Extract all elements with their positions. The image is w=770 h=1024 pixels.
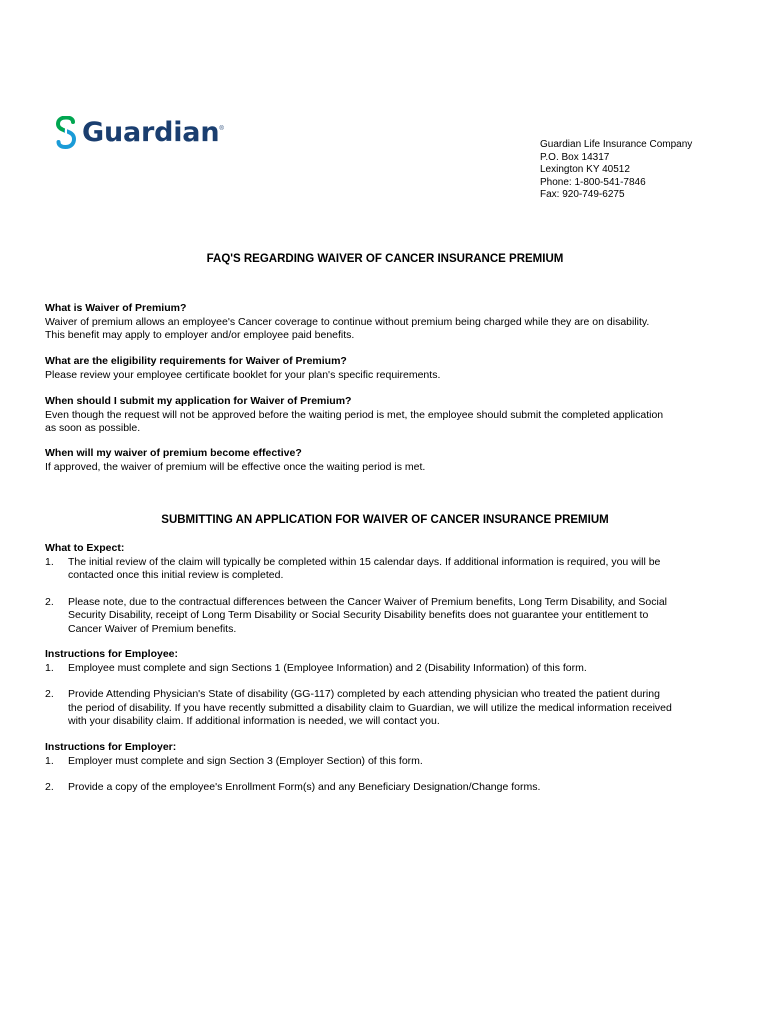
list-item (45, 755, 735, 769)
faq-heading: FAQ'S REGARDING WAIVER OF CANCER INSURANCE PREMIUM (206, 253, 564, 265)
employer-instructions-section (45, 741, 735, 795)
section-title: Instructions for Employee: (45, 648, 179, 660)
list-item (45, 556, 735, 583)
list-item (45, 662, 735, 676)
faq-item (45, 395, 735, 436)
list-item (45, 688, 735, 729)
trademark-symbol: ® (219, 126, 224, 132)
address-line: P.O. Box 14317 (540, 151, 610, 163)
faq-answer-line: Even though the request will not be approved before the waiting period is met, the employee should submit the completed application (45, 408, 664, 421)
faq-item (45, 447, 735, 474)
faq-question: When will my waiver of premium become effective? (45, 447, 302, 459)
list-item-line: The initial review of the claim will typically be completed within 15 calendar days. If additional information is required, you will be (68, 555, 661, 568)
list-item-line: Cancer Waiver of Premium benefits. (68, 622, 237, 635)
faq-question: When should I submit my application for Waiver of Premium? (45, 395, 352, 407)
list-item-line: with your disability claim. If additional information is needed, we will contact you. (68, 715, 440, 727)
list-item-line: Employer must complete and sign Section 3 (Employer Section) of this form. (68, 754, 423, 767)
faq-answer-line: If approved, the waiver of premium will be effective once the waiting period is met. (45, 460, 426, 473)
faq-answer-line: Waiver of premium allows an employee's Cancer coverage to continue without premium being charged while they are on disability. (45, 315, 650, 328)
list-item-line: contacted once this initial review is completed. (68, 569, 284, 581)
section-title: What to Expect: (45, 542, 125, 554)
list-number: 1. (45, 754, 54, 767)
list-number: 2. (45, 781, 54, 793)
list-item-line: Employee must complete and sign Sections 1 (Employee Information) and 2 (Disability Information) of this form. (68, 661, 587, 674)
faq-question: What are the eligibility requirements for Waiver of Premium? (45, 355, 347, 367)
list-number: 2. (45, 595, 54, 608)
list-item-line: Please note, due to the contractual differences between the Cancer Waiver of Premium benefits, Long Term Disability, and Social (68, 595, 668, 608)
address-line: Lexington KY 40512 (540, 164, 630, 175)
guardian-logo (54, 116, 224, 150)
address-line: Guardian Life Insurance Company (540, 139, 693, 150)
faq-question: What is Waiver of Premium? (45, 302, 187, 314)
employee-instructions-section (45, 648, 735, 729)
list-item-line: Provide a copy of the employee's Enrollment Form(s) and any Beneficiary Designation/Change forms. (68, 781, 541, 793)
submit-heading: SUBMITTING AN APPLICATION FOR WAIVER OF CANCER INSURANCE PREMIUM (161, 514, 609, 526)
list-number: 2. (45, 688, 54, 700)
list-item-line: Provide Attending Physician's State of disability (GG-117) completed by each attending physician who treated the patient during (68, 688, 660, 700)
faq-item (45, 302, 735, 343)
faq-item (45, 355, 735, 382)
faq-answer-line: Please review your employee certificate booklet for your plan's specific requirements. (45, 368, 441, 381)
faq-answer-line: as soon as possible. (45, 422, 141, 434)
section-title: Instructions for Employer: (45, 741, 177, 753)
guardian-logo-text: Guardian (82, 117, 220, 148)
address-line: Fax: 920-749-6275 (540, 189, 625, 200)
address-line: Phone: 1-800-541-7846 (540, 176, 646, 188)
list-item (45, 781, 735, 795)
list-number: 1. (45, 661, 54, 674)
list-item-line: the period of disability. If you have recently submitted a disability claim to Guardian, we will utilize the medical information received (68, 701, 672, 714)
list-number: 1. (45, 555, 54, 568)
list-item (45, 596, 735, 637)
company-address (540, 139, 692, 202)
what-to-expect-section (45, 542, 735, 636)
list-item-line: Security Disability, receipt of Long Term Disability or Social Security Disability benefits does not guarantee your entitlement to (68, 609, 649, 621)
faq-answer-line: This benefit may apply to employer and/or employee paid benefits. (45, 329, 355, 341)
guardian-logo-mark-icon (54, 116, 78, 150)
